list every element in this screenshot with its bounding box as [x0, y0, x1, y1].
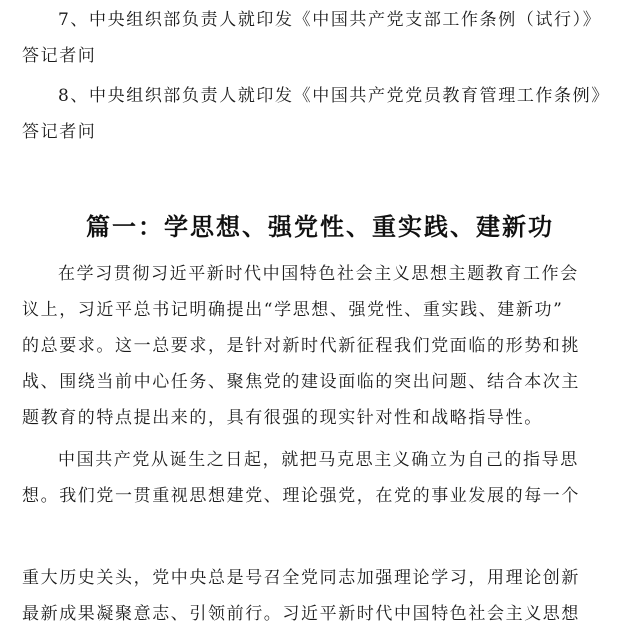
- paragraph-1-line-4: 战、围绕当前中心任务、聚焦党的建设面临的突出问题、结合本次主: [22, 372, 580, 392]
- section-title: 篇一：学思想、强党性、重实践、建新功: [86, 213, 554, 241]
- paragraph-2-line-1: 中国共产党从诞生之日起，就把马克思主义确立为自己的指导思: [58, 450, 579, 470]
- paragraph-2-line-3: 重大历史关头，党中央总是号召全党同志加强理论学习，用理论创新: [22, 568, 580, 588]
- paragraph-1-line-5: 题教育的特点提出来的，具有很强的现实针对性和战略指导性。: [22, 408, 543, 428]
- paragraph-2-line-4: 最新成果凝聚意志、引领前行。习近平新时代中国特色社会主义思想: [22, 604, 580, 624]
- toc-item-7-line-2: 答记者问: [22, 46, 97, 66]
- paragraph-2-line-2: 想。我们党一贯重视思想建党、理论强党，在党的事业发展的每一个: [22, 486, 580, 506]
- toc-item-8-line-1: 8、中央组织部负责人就印发《中国共产党党员教育管理工作条例》: [58, 86, 610, 106]
- toc-item-8-line-2: 答记者问: [22, 122, 97, 142]
- paragraph-1-line-2: 议上，习近平总书记明确提出“学思想、强党性、重实践、建新功”: [22, 300, 564, 320]
- paragraph-1-line-3: 的总要求。这一总要求，是针对新时代新征程我们党面临的形势和挑: [22, 336, 580, 356]
- paragraph-1-line-1: 在学习贯彻习近平新时代中国特色社会主义思想主题教育工作会: [58, 264, 579, 284]
- toc-item-7-line-1: 7、中央组织部负责人就印发《中国共产党支部工作条例（试行）》: [58, 10, 602, 30]
